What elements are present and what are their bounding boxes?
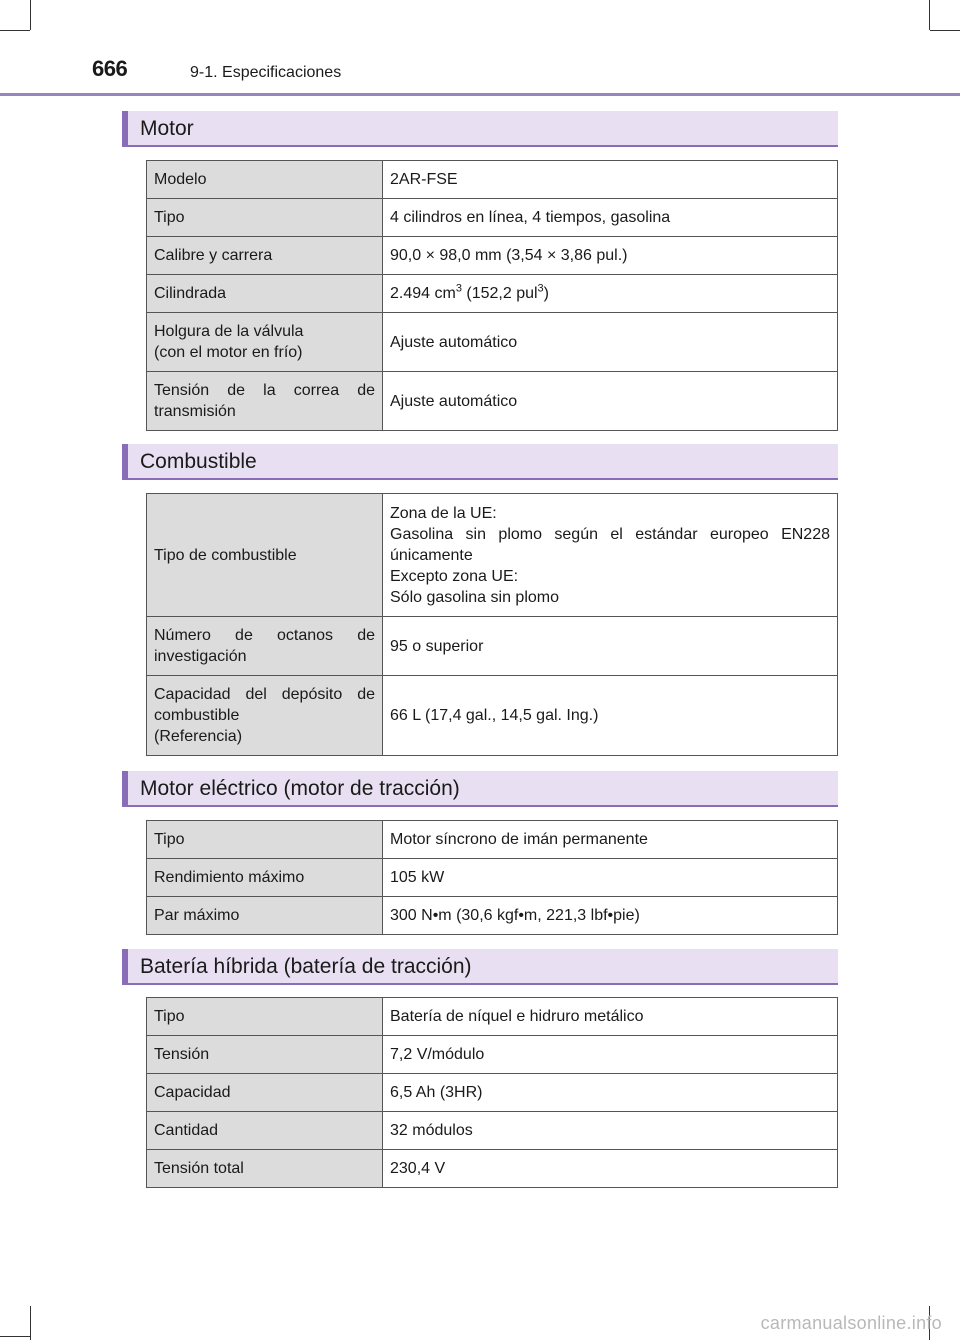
spec-value: 6,5 Ah (3HR): [383, 1074, 838, 1112]
section-reference: 9-1. Especificaciones: [190, 64, 342, 81]
table-row: [147, 161, 838, 199]
spec-key: Modelo: [147, 161, 383, 199]
spec-key: Tipo: [147, 199, 383, 237]
table-row: [147, 313, 838, 372]
table-row: [147, 1150, 838, 1188]
spec-key: Tensión: [147, 1036, 383, 1074]
table-row: [147, 859, 838, 897]
crop-mark: [0, 30, 30, 31]
spec-key: Holgura de la válvula (con el motor en frío): [147, 313, 383, 372]
table-row: [147, 897, 838, 935]
spec-table-motor: [146, 160, 838, 431]
spec-value: 7,2 V/módulo: [383, 1036, 838, 1074]
spec-value: 95 o superior: [383, 617, 838, 676]
watermark: carmanualsonline.info: [760, 1313, 942, 1333]
table-row: [147, 821, 838, 859]
table-row: [147, 372, 838, 431]
table-row: [147, 1036, 838, 1074]
spec-key: Capacidad: [147, 1074, 383, 1112]
page-header: [0, 56, 960, 96]
spec-value: 105 kW: [383, 859, 838, 897]
spec-value: 2.494 $cm^3$ (152,2 pul$^3$): [383, 275, 838, 313]
spec-key: Número de octanos de investigación: [147, 617, 383, 676]
table-row: [147, 617, 838, 676]
spec-value: 4 cilindros en línea, 4 tiempos, gasolina: [383, 199, 838, 237]
table-row: [147, 275, 838, 313]
spec-key: Calibre y carrera: [147, 237, 383, 275]
crop-mark: [929, 0, 930, 30]
spec-value: 300 N•m (30,6 kgf•m, 221,3 lbf•pie): [383, 897, 838, 935]
section-title-motor: Motor: [122, 111, 838, 147]
spec-value: 90,0 × 98,0 mm (3,54 × 3,86 pul.): [383, 237, 838, 275]
spec-key: Cilindrada: [147, 275, 383, 313]
spec-key: Cantidad: [147, 1112, 383, 1150]
spec-key: Tipo: [147, 998, 383, 1036]
spec-value: 230,4 V: [383, 1150, 838, 1188]
spec-value: Zona de la UE: Gasolina sin plomo según el estándar europeo EN228 únicamente Excepto zona UE: Sólo gasolina sin plomo: [383, 494, 838, 617]
crop-mark: [0, 1336, 30, 1337]
spec-key: Par máximo: [147, 897, 383, 935]
table-row: [147, 1112, 838, 1150]
table-row: [147, 676, 838, 756]
spec-value: 32 módulos: [383, 1112, 838, 1150]
page-number: 666: [92, 56, 128, 81]
table-row: [147, 199, 838, 237]
spec-value: 66 L (17,4 gal., 14,5 gal. Ing.): [383, 676, 838, 756]
crop-mark: [930, 30, 960, 31]
header-rule: [0, 93, 960, 96]
spec-table-combustible: [146, 493, 838, 756]
spec-table-bateria-hibrida: [146, 997, 838, 1188]
spec-key: Tensión de la correa de transmisión: [147, 372, 383, 431]
spec-key: Capacidad del depósito de combustible (Referencia): [147, 676, 383, 756]
spec-table-motor-electrico: [146, 820, 838, 935]
spec-key: Tipo: [147, 821, 383, 859]
table-row: [147, 1074, 838, 1112]
spec-value: Ajuste automático: [383, 372, 838, 431]
section-title-bateria-hibrida: Batería híbrida (batería de tracción): [122, 949, 838, 985]
section-title-motor-electrico: Motor eléctrico (motor de tracción): [122, 771, 838, 807]
spec-key: Tensión total: [147, 1150, 383, 1188]
table-row: [147, 998, 838, 1036]
spec-key: Tipo de combustible: [147, 494, 383, 617]
crop-mark: [30, 1306, 31, 1340]
crop-mark: [30, 0, 31, 30]
spec-key: Rendimiento máximo: [147, 859, 383, 897]
spec-value: Batería de níquel e hidruro metálico: [383, 998, 838, 1036]
table-row: [147, 494, 838, 617]
spec-value: Motor síncrono de imán permanente: [383, 821, 838, 859]
spec-value: 2AR-FSE: [383, 161, 838, 199]
section-title-combustible: Combustible: [122, 444, 838, 480]
spec-value: Ajuste automático: [383, 313, 838, 372]
table-row: [147, 237, 838, 275]
